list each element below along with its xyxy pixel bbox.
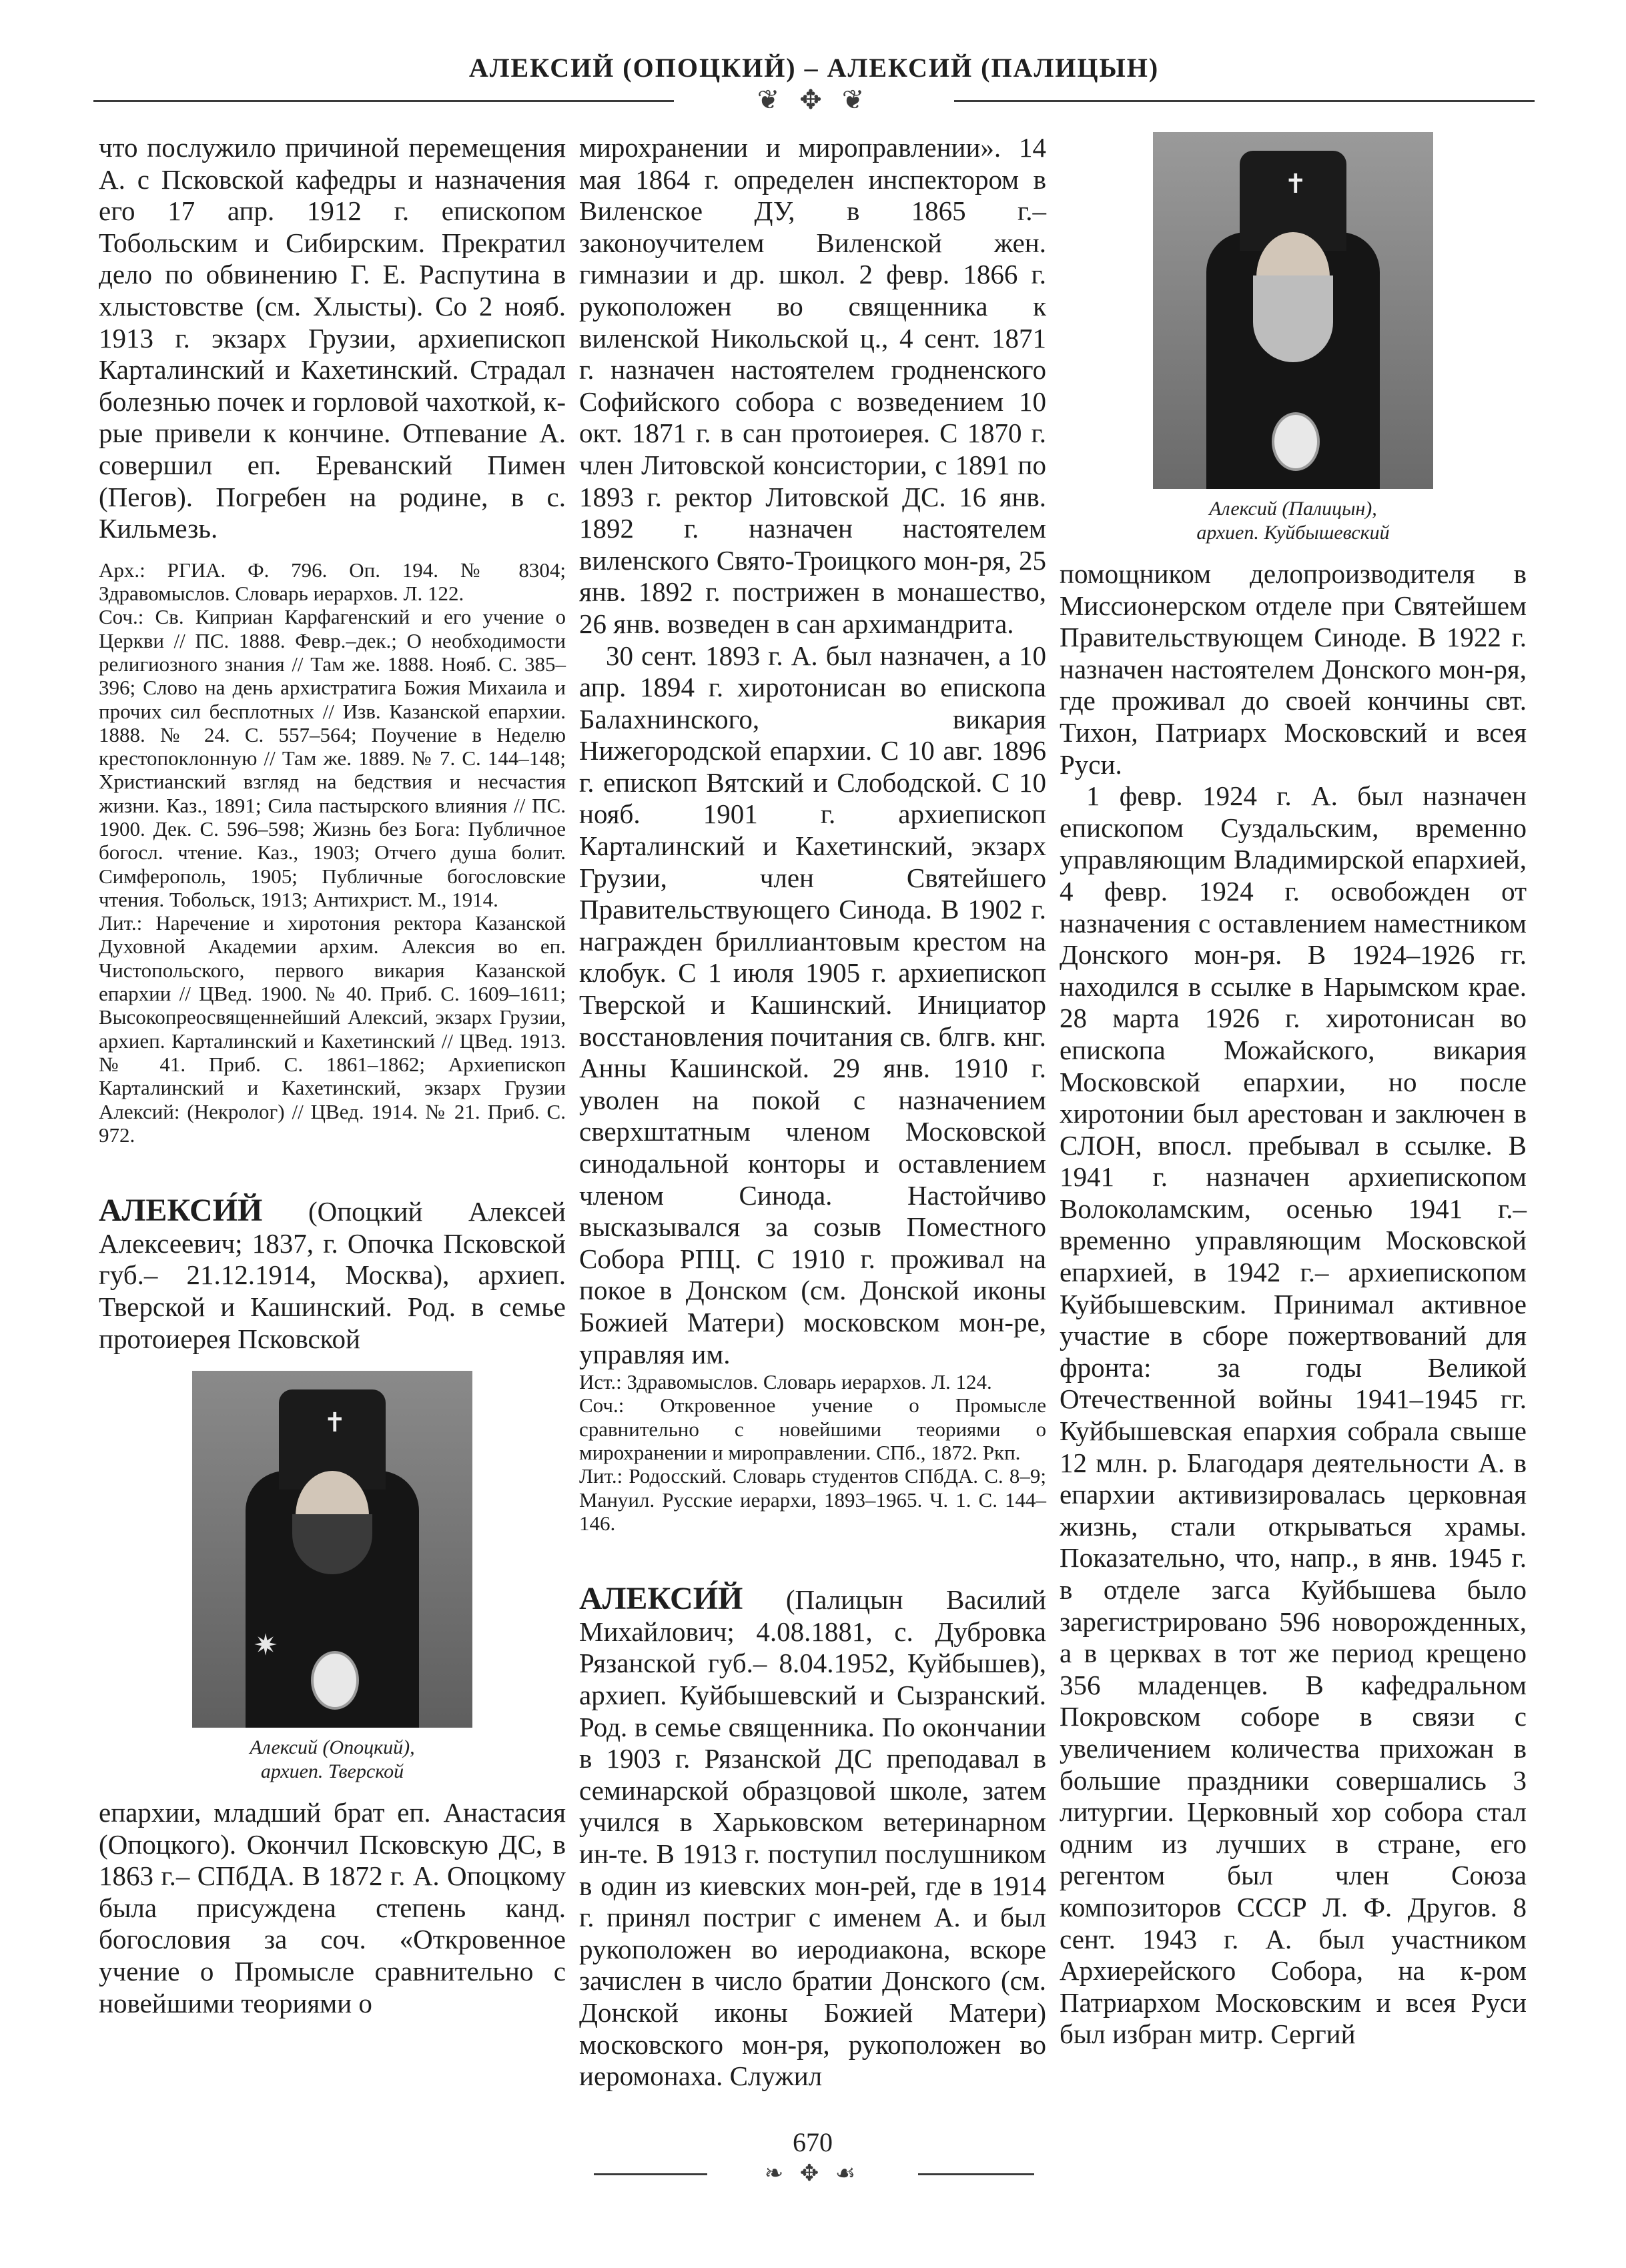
col2-works: Соч.: Откровенное учение о Промысле сравнительно с новейшими теориями о мирохранении и мироправлении. СПб., 1872. Ркп.	[579, 1393, 1046, 1465]
column-3	[1060, 132, 1527, 2051]
col2-paragraph-1: мирохранении и мироправлении». 14 мая 1864 г. определен инспектором в Виленское ДУ, в 1865 г.– законоучителем Виленской жен. гимназии и др. школ. 2 февр. 1866 г. рукоположен во священника к виленской Никольской ц., 4 сент. 1871 г. назначен настоятелем гродненского Софийского собора с возведением 10 окт. 1871 г. в сан протоиерея. С 1870 г. член Литовской консистории, с 1891 по 1893 г. ректор Литовской ДС. 16 янв. 1892 г. назначен настоятелем виленского Свято-Троицкого мон-ря, 25 янв. 1892 г. пострижен в монашество, 26 янв. возведен в сан архимандрита.	[579, 132, 1046, 639]
cross-icon: ✝	[324, 1407, 346, 1438]
panagia-icon	[311, 1651, 359, 1710]
column-1	[99, 132, 566, 2019]
entry-headword: АЛЕКСИ́Й	[579, 1581, 743, 1617]
portrait-opotsky	[192, 1371, 472, 1728]
page-number: 670	[793, 2127, 833, 2157]
caption-opotsky-line-1: Алексий (Опоцкий),	[250, 1736, 415, 1759]
col1-works: Соч.: Св. Киприан Карфагенский и его учение о Церкви // ПС. 1888. Февр.–дек.; О необходимости религиозного знания // Там же. 1888. Нояб. С. 385–396; Слово на день архистратига Божия Михаила и прочих сил бесплотных // Изв. Казанской епархии. 1888. № 24. С. 557–564; Поучение в Неделю крестопоклонную // Там же. 1889. № 7. С. 144–148; Христианский взгляд на бедствия и несчастия жизни. Каз., 1891; Сила пастырского влияния // ПС. 1900. Дек. С. 596–598; Жизнь без Бога: Публичное богосл. чтение. Каз., 1903; Отчего душа болит. Симферополь, 1905; Публичные богословские чтения. Тобольск, 1913; Антихрист. М., 1914.	[99, 605, 566, 911]
figure-palitsyn	[1060, 132, 1527, 545]
col2-literature: Лит.: Родосский. Словарь студентов СПбДА. С. 8–9; Мануил. Русские иерархи, 1893–1965. Ч. 1. С. 144–146.	[579, 1464, 1046, 1535]
panagia-icon	[1272, 412, 1320, 471]
footer-ornament-icon: ❧ ✥ ☙	[707, 2159, 918, 2189]
entry-opotsky-text: (Опоцкий Алексей Алексеевич; 1837, г. Опочка Псковской губ.– 21.12.1914, Москва), архиеп. Тверской и Кашинский. Род. в семье протоиерея Псковской	[99, 1196, 566, 1354]
caption-opotsky-line-2: архиеп. Тверской	[260, 1760, 404, 1783]
col3-paragraph-2: 1 февр. 1924 г. А. был назначен епископом Суздальским, временно управляющим Владимирской епархией, 4 февр. 1924 г. освобожден от назначения с оставлением наместником Донского мон-ря. В 1924–1926 гг. находился в ссылке в Нарымском крае. 28 марта 1926 г. хиротонисан во епископа Можайского, викария Московской епархии, но после хиротонии был арестован и заключен в СЛОН, впосл. пребывал в ссылке. В 1941 г. назначен архиепископом Волоколамским, осенью 1941 г.– временно управляющим Московской епархией, в 1942 г.– архиепископом Куйбышевским. Принимал активное участие в сборе пожертвований для фронта: за годы Великой Отечественной войны 1941–1945 гг. Куйбышевская епархия собрала свыше 12 млн. р. Благодаря деятельности А. в епархии активизировалась церковная жизнь, стали открываться храмы. Показательно, что, напр., в янв. 1945 г. в отделе загса Куйбышева было зарегистрировано 596 новорожденных, а в церквах в тот же период крещено 356 младенцев. В кафедральном Покровском соборе в связи с увеличением количества прихожан в большие праздники совершались 3 литургии. Церковный хор собора стал одним из лучших в стране, его регентом был член Союза композиторов СССР Л. Ф. Другов. 8 сент. 1943 г. А. был участником Архиерейского Собора, на к-ром Патриархом Московским и всея Руси был избран митр. Сергий	[1060, 780, 1527, 2050]
col3-paragraph-1: помощником делопроизводителя в Миссионерском отделе при Святейшем Правительствующем Синоде. В 1922 г. назначен настоятелем Донского мон-ря, где проживал до своей кончины свт. Тихон, Патриарх Московский и всея Руси.	[1060, 558, 1527, 780]
col1-literature: Лит.: Наречение и хиротония ректора Казанской Духовной Академии архим. Алексия во еп. Чистопольского, первого викария Казанской епархии // ЦВед. 1900. № 40. Приб. С. 1609–1611; Высокопреосвященнейший Алексий, экзарх Грузии, архиеп. Карталинский и Кахетинский // ЦВед. 1913. № 41. Приб. С. 1861–1862; Архиепископ Карталинский и Кахетинский, экзарх Грузии Алексий: (Некролог) // ЦВед. 1914. № 21. Приб. С. 972.	[99, 911, 566, 1147]
caption-palitsyn-line-1: Алексий (Палицын),	[1209, 498, 1377, 520]
entry-palitsyn	[579, 1583, 1046, 2093]
col1-paragraph-1: что послужило причиной перемещения А. с Псковской кафедры и назначения его 17 апр. 1912 г. епископом Тобольским и Сибирским. Прекратил дело по обвинению Г. Е. Распутина в хлыстовстве (см. Хлысты). Со 2 нояб. 1913 г. экзарх Грузии, архиепископ Карталинский и Кахетинский. Страдал болезнью почек и горловой чахоткой, к-рые привели к кончине. Отпевание А. совершил еп. Ереванский Пимен (Пегов). Погребен на родине, в с. Кильмезь.	[99, 132, 566, 544]
figure-opotsky	[99, 1371, 566, 1784]
column-2	[579, 132, 1046, 2093]
caption-palitsyn-line-2: архиеп. Куйбышевский	[1196, 522, 1390, 544]
header-ornament-icon: ❦ ✥ ❦	[674, 83, 954, 117]
entry-palitsyn-text: (Палицын Василий Михайлович; 4.08.1881, с. Дубровка Рязанской губ.– 8.04.1952, Куйбышев), архиеп. Куйбышевский и Сызранский. Род. в семье священника. По окончании в 1903 г. Рязанской ДС преподавал в семинарской образцовой школе, затем учился в Харьковском ветеринарном ин-те. В 1913 г. поступил послушником в один из киевских мон-рей, где в 1914 г. принял постриг с именем А. и был рукоположен во иеродиакона, вскоре зачислен в число братии Донского (см. Донской иконы Божией Матери) московского мон-ря, рукоположен во иеромонаха. Служил	[579, 1584, 1046, 2092]
col1-archive-ref: Арх.: РГИА. Ф. 796. Оп. 194. № 8304; Здравомыслов. Словарь иерархов. Л. 122.	[99, 558, 566, 606]
col2-source-ref: Ист.: Здравомыслов. Словарь иерархов. Л. 124.	[579, 1370, 992, 1394]
col1-paragraph-2: епархии, младший брат еп. Анастасия (Опоцкого). Окончил Псковскую ДС, в 1863 г.– СПбДА. В 1872 г. А. Опоцкому была присуждена степень канд. богословия за соч. «Откровенное учение о Промысле сравнительно с новейшими теориями о	[99, 1797, 566, 2019]
cross-icon: ✝	[1284, 169, 1307, 199]
portrait-palitsyn	[1153, 132, 1433, 489]
running-header: АЛЕКСИЙ (ОПОЦКИЙ) – АЛЕКСИЙ (ПАЛИЦЫН)	[468, 53, 1160, 83]
col2-paragraph-2: 30 сент. 1893 г. А. был назначен, а 10 апр. 1894 г. хиротонисан во епископа Балахнинского, викария Нижегородской епархии. С 10 авг. 1896 г. епископ Вятский и Слободской. С 10 нояб. 1901 г. архиепископ Карталинский и Кахетинский, экзарх Грузии, член Святейшего Правительствующего Синода. В 1902 г. награжден бриллиантовым крестом на клобук. С 1 июля 1905 г. архиепископ Тверской и Кашинский. Инициатор восстановления почитания св. блгв. кнг. Анны Кашинской. 29 янв. 1910 г. уволен на покой с назначением сверхштатным членом Московской синодальной конторы и оставлением членом Синода. Настойчиво высказывался за созыв Поместного Собора РПЦ. С 1910 г. проживал на покое в Донском (см. Донской иконы Божией Матери) московском мон-ре, управляя им.	[579, 640, 1046, 1369]
entry-headword: АЛЕКСИ́Й	[99, 1193, 263, 1229]
star-order-icon: ✷	[253, 1629, 278, 1662]
entry-opotsky	[99, 1195, 566, 1355]
